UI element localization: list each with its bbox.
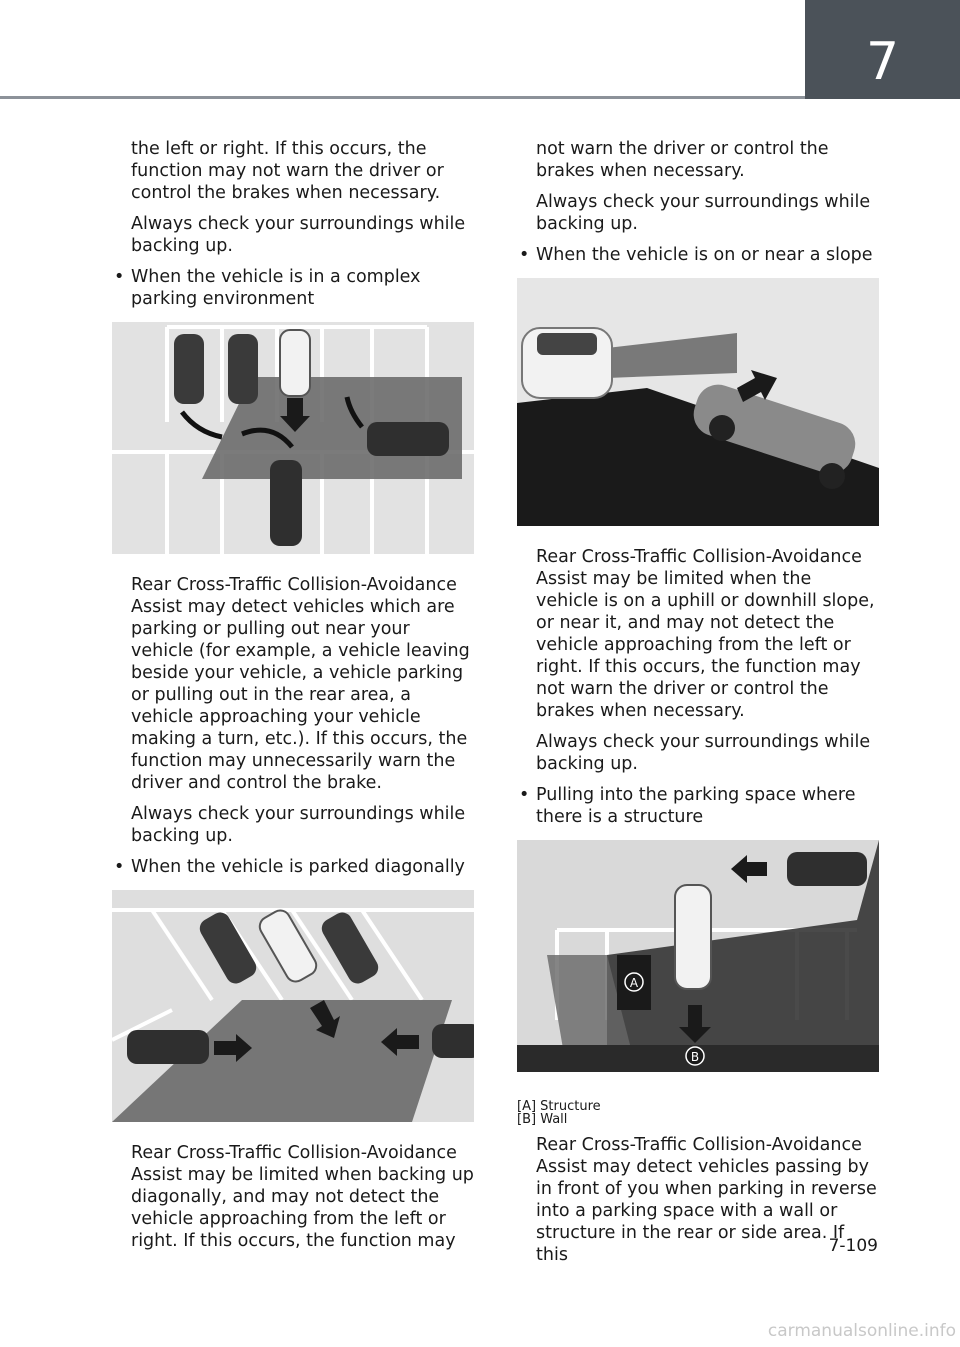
- figure-diagonal-parking: [112, 890, 474, 1122]
- chapter-tab: 7: [805, 0, 960, 99]
- figure-label-b: B: [690, 1050, 700, 1064]
- bullet-text: When the vehicle is in a complex parking environment: [131, 267, 421, 309]
- figure-structure: [517, 840, 879, 1072]
- header-rule: [0, 96, 805, 99]
- bullet-item: [112, 266, 474, 310]
- paragraph: the left or right. If this occurs, the function may not warn the driver or control the brakes when necessary.: [131, 139, 444, 203]
- paragraph: Rear Cross-Traffic Collision-Avoidance Assist may detect vehicles which are parking or pulling out near your vehicle (for example, a vehicle leaving beside your vehicle, a vehicle parking or pulling out in the rear area, a vehicle approaching your vehicle making a turn, etc.). If this occurs, the function may unnecessarily warn the driver and control the brake.: [131, 575, 470, 793]
- left-column: [112, 138, 474, 1261]
- bullet-icon: •: [519, 245, 530, 265]
- paragraph: Rear Cross-Traffic Collision-Avoidance Assist may be limited when backing up diagonally, and may not detect the vehicle approaching from the left or right. If this occurs, the function may: [131, 1143, 474, 1251]
- bullet-item: [517, 244, 879, 266]
- caption-b: [B] Wall: [517, 1112, 568, 1127]
- bullet-text: When the vehicle is on or near a slope: [536, 245, 873, 265]
- paragraph: Always check your surroundings while backing up.: [536, 732, 871, 774]
- figure-complex-parking: [112, 322, 474, 554]
- bullet-icon: •: [114, 267, 125, 287]
- figure-caption: [517, 1100, 879, 1126]
- bullet-item: [112, 856, 474, 878]
- paragraph: Always check your surroundings while backing up.: [131, 804, 466, 846]
- caption-a: [A] Structure: [517, 1099, 601, 1114]
- figure-slope: [517, 278, 879, 526]
- page-number: 7-109: [828, 1236, 878, 1256]
- paragraph: Always check your surroundings while backing up.: [536, 192, 871, 234]
- paragraph: not warn the driver or control the brakes when necessary.: [536, 139, 829, 181]
- bullet-icon: •: [114, 857, 125, 877]
- bullet-text: Pulling into the parking space where there is a structure: [536, 785, 856, 827]
- paragraph: Always check your surroundings while backing up.: [131, 214, 466, 256]
- figure-label-a: A: [629, 976, 639, 990]
- bullet-text: When the vehicle is parked diagonally: [131, 857, 465, 877]
- right-column: [517, 138, 879, 1275]
- bullet-item: [517, 784, 879, 828]
- bullet-icon: •: [519, 785, 530, 805]
- watermark: carmanualsonline.info: [767, 1321, 956, 1341]
- paragraph: Rear Cross-Traffic Collision-Avoidance Assist may be limited when the vehicle is on a uphill or downhill slope, or near it, and may not detect the vehicle approaching from the left or right. If this occurs, the function may not warn the driver or control the brakes when necessary.: [536, 547, 875, 721]
- paragraph: Rear Cross-Traffic Collision-Avoidance Assist may detect vehicles passing by in front of you when parking in reverse into a parking space with a wall or structure in the rear or side area. If this: [536, 1135, 877, 1265]
